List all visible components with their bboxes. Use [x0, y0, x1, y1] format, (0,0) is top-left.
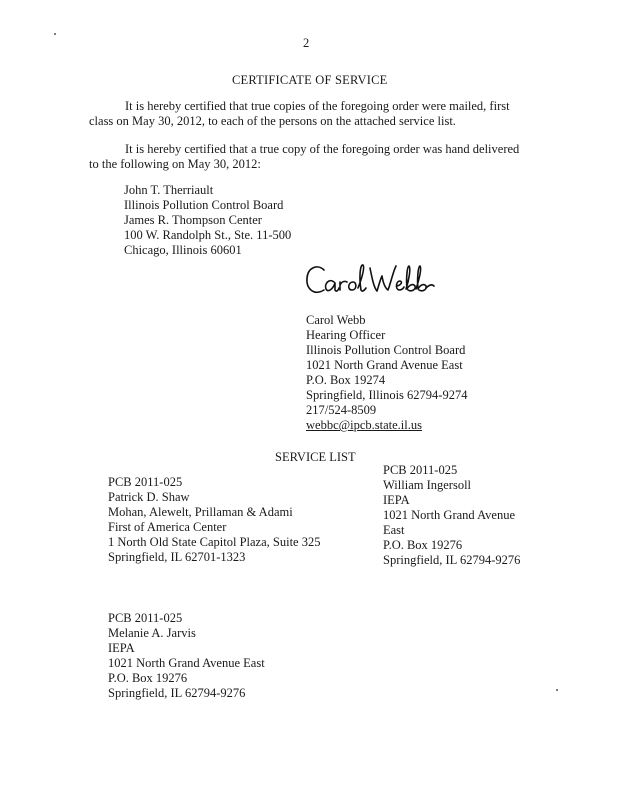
- signature-graphic: [302, 258, 442, 304]
- signatory-title: Hearing Officer: [306, 328, 386, 342]
- recipient-building: First of America Center: [108, 520, 227, 534]
- case-number: PCB 2011-025: [383, 463, 458, 477]
- recipient-name: Melanie A. Jarvis: [108, 626, 196, 640]
- certificate-title: CERTIFICATE OF SERVICE: [232, 73, 388, 87]
- signatory-phone: 217/524-8509: [306, 403, 377, 417]
- signature-block: [306, 313, 467, 433]
- recipient-name: William Ingersoll: [383, 478, 472, 492]
- recipient-city: Springfield, IL 62701-1323: [108, 550, 246, 564]
- recipient-agency: IEPA: [108, 641, 135, 655]
- service-list-entry: [108, 475, 320, 565]
- case-number: PCB 2011-025: [108, 611, 183, 625]
- recipient-agency: IEPA: [383, 493, 410, 507]
- recipient-street: 1021 North Grand Avenue East: [108, 656, 265, 670]
- case-number: PCB 2011-025: [108, 475, 183, 489]
- address-line: John T. Therriault: [124, 183, 214, 197]
- recipient-city: Springfield, IL 62794-9276: [108, 686, 246, 700]
- signatory-po-box: P.O. Box 19274: [306, 373, 386, 387]
- recipient-street: 1 North Old State Capitol Plaza, Suite 325: [108, 535, 321, 549]
- address-line: Chicago, Illinois 60601: [124, 243, 242, 257]
- signatory-email-link[interactable]: webbc@ipcb.state.il.us: [306, 418, 422, 432]
- certificate-paragraph-hand-delivered: It is hereby certified that a true copy of the foregoing order was hand delivered to the following on May 30, 2012:: [89, 142, 520, 171]
- recipient-street-cont: East: [383, 523, 405, 537]
- scan-speck: [556, 689, 558, 691]
- handwritten-signature: [302, 258, 442, 304]
- certificate-paragraph-mailed: It is hereby certified that true copies of the foregoing order were mailed, first class on May 30, 2012, to each of the persons on the attached service list.: [89, 99, 510, 128]
- address-line: James R. Thompson Center: [124, 213, 262, 227]
- recipient-po-box: P.O. Box 19276: [108, 671, 188, 685]
- service-list-title: SERVICE LIST: [275, 450, 356, 464]
- service-list-entry: [383, 463, 520, 568]
- signatory-city: Springfield, Illinois 62794-9274: [306, 388, 468, 402]
- recipient-street: 1021 North Grand Avenue: [383, 508, 516, 522]
- page-number: 2: [303, 36, 310, 50]
- recipient-city: Springfield, IL 62794-9276: [383, 553, 521, 567]
- address-line: 100 W. Randolph St., Ste. 11-500: [124, 228, 292, 242]
- hand-delivered-address: [124, 183, 291, 258]
- recipient-firm: Mohan, Alewelt, Prillaman & Adami: [108, 505, 293, 519]
- recipient-name: Patrick D. Shaw: [108, 490, 190, 504]
- signatory-name: Carol Webb: [306, 313, 366, 327]
- service-list-entry: [108, 611, 265, 701]
- signatory-organization: Illinois Pollution Control Board: [306, 343, 466, 357]
- signatory-street: 1021 North Grand Avenue East: [306, 358, 463, 372]
- scan-speck: [54, 33, 56, 35]
- address-line: Illinois Pollution Control Board: [124, 198, 284, 212]
- recipient-po-box: P.O. Box 19276: [383, 538, 463, 552]
